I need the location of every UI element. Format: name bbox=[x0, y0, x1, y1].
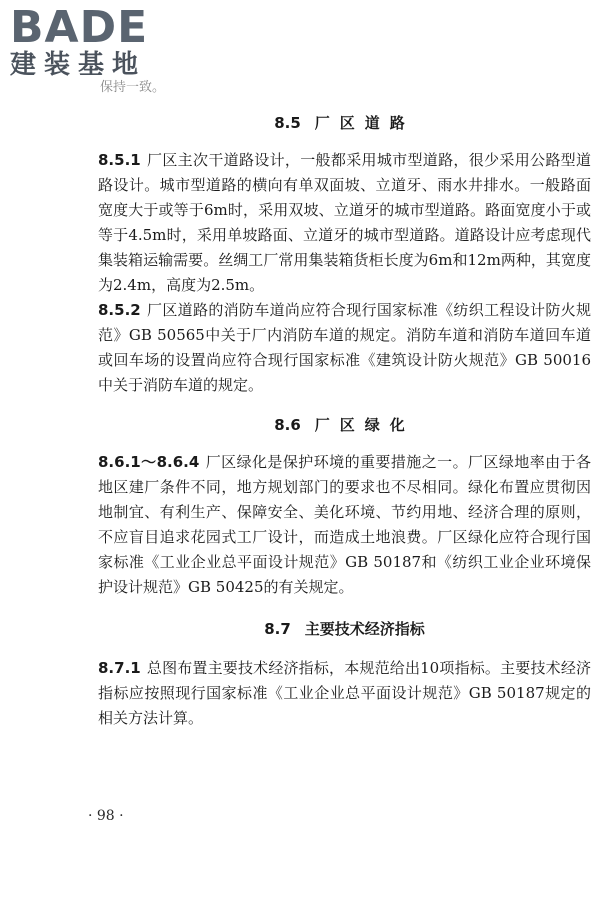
clause-8-6-1-to-8-6-4 bbox=[98, 450, 591, 600]
logo-wordmark: BADE bbox=[10, 2, 149, 53]
section-title: 厂区绿化 bbox=[314, 416, 415, 434]
clause-text: 总图布置主要技术经济指标，本规范给出10项指标。主要技术经济指标应按照现行国家标准《工业企业总平面设计规范》GB 50187规定的相关方法计算。 bbox=[98, 659, 591, 727]
section-title: 主要技术经济指标 bbox=[304, 620, 425, 638]
clause-number: 8.5.1 bbox=[98, 151, 141, 169]
section-heading-8-7 bbox=[98, 614, 591, 644]
section-number: 8.5 bbox=[274, 114, 301, 132]
document-body bbox=[98, 108, 591, 731]
section-number: 8.6 bbox=[274, 416, 301, 434]
clause-number: 8.5.2 bbox=[98, 301, 141, 319]
clause-number: 8.6.1～8.6.4 bbox=[98, 453, 200, 471]
section-heading-8-6 bbox=[98, 410, 591, 440]
brand-logo bbox=[10, 2, 180, 80]
clause-number: 8.7.1 bbox=[98, 659, 141, 677]
clause-8-7-1 bbox=[98, 656, 591, 731]
section-number: 8.7 bbox=[264, 620, 291, 638]
clause-8-5-2 bbox=[98, 298, 591, 398]
previous-page-residual-text: 保持一致。 bbox=[100, 80, 166, 95]
clause-text: 厂区绿化是保护环境的重要措施之一。厂区绿地率由于各地区建厂条件不同，地方规划部门的要求也不尽相同。绿化布置应贯彻因地制宜、有利生产、保障安全、美化环境、节约用地、经济合理的原则，不应盲目追求花园式工厂设计，而造成土地浪费。厂区绿化应符合现行国家标准《工业企业总平面设计规范》GB 50187和《纺织工业企业环境保护设计规范》GB 50425的有关规定。 bbox=[98, 453, 591, 596]
clause-text: 厂区道路的消防车道尚应符合现行国家标准《纺织工程设计防火规范》GB 50565中关于厂内消防车道的规定。消防车道和消防车道回车道或回车场的设置尚应符合现行国家标准《建筑设计防火规范》GB 50016中关于消防车道的规定。 bbox=[98, 301, 591, 394]
clause-text: 厂区主次干道路设计，一般都采用城市型道路，很少采用公路型道路设计。城市型道路的横向有单双面坡、立道牙、雨水井排水。一般路面宽度大于或等于6m时，采用双坡、立道牙的城市型道路。路面宽度小于或等于4.5m时，采用单坡路面、立道牙的城市型道路。道路设计应考虑现代集装箱运输需要。丝绸工厂常用集装箱货柜长度为6m和12m两种，其宽度为2.4m，高度为2.5m。 bbox=[98, 151, 591, 294]
clause-8-5-1 bbox=[98, 148, 591, 298]
page-number: · 98 · bbox=[88, 808, 124, 824]
logo-subtitle: 建装基地 bbox=[10, 50, 147, 80]
section-heading-8-5 bbox=[98, 108, 591, 138]
section-title: 厂区道路 bbox=[314, 114, 415, 132]
